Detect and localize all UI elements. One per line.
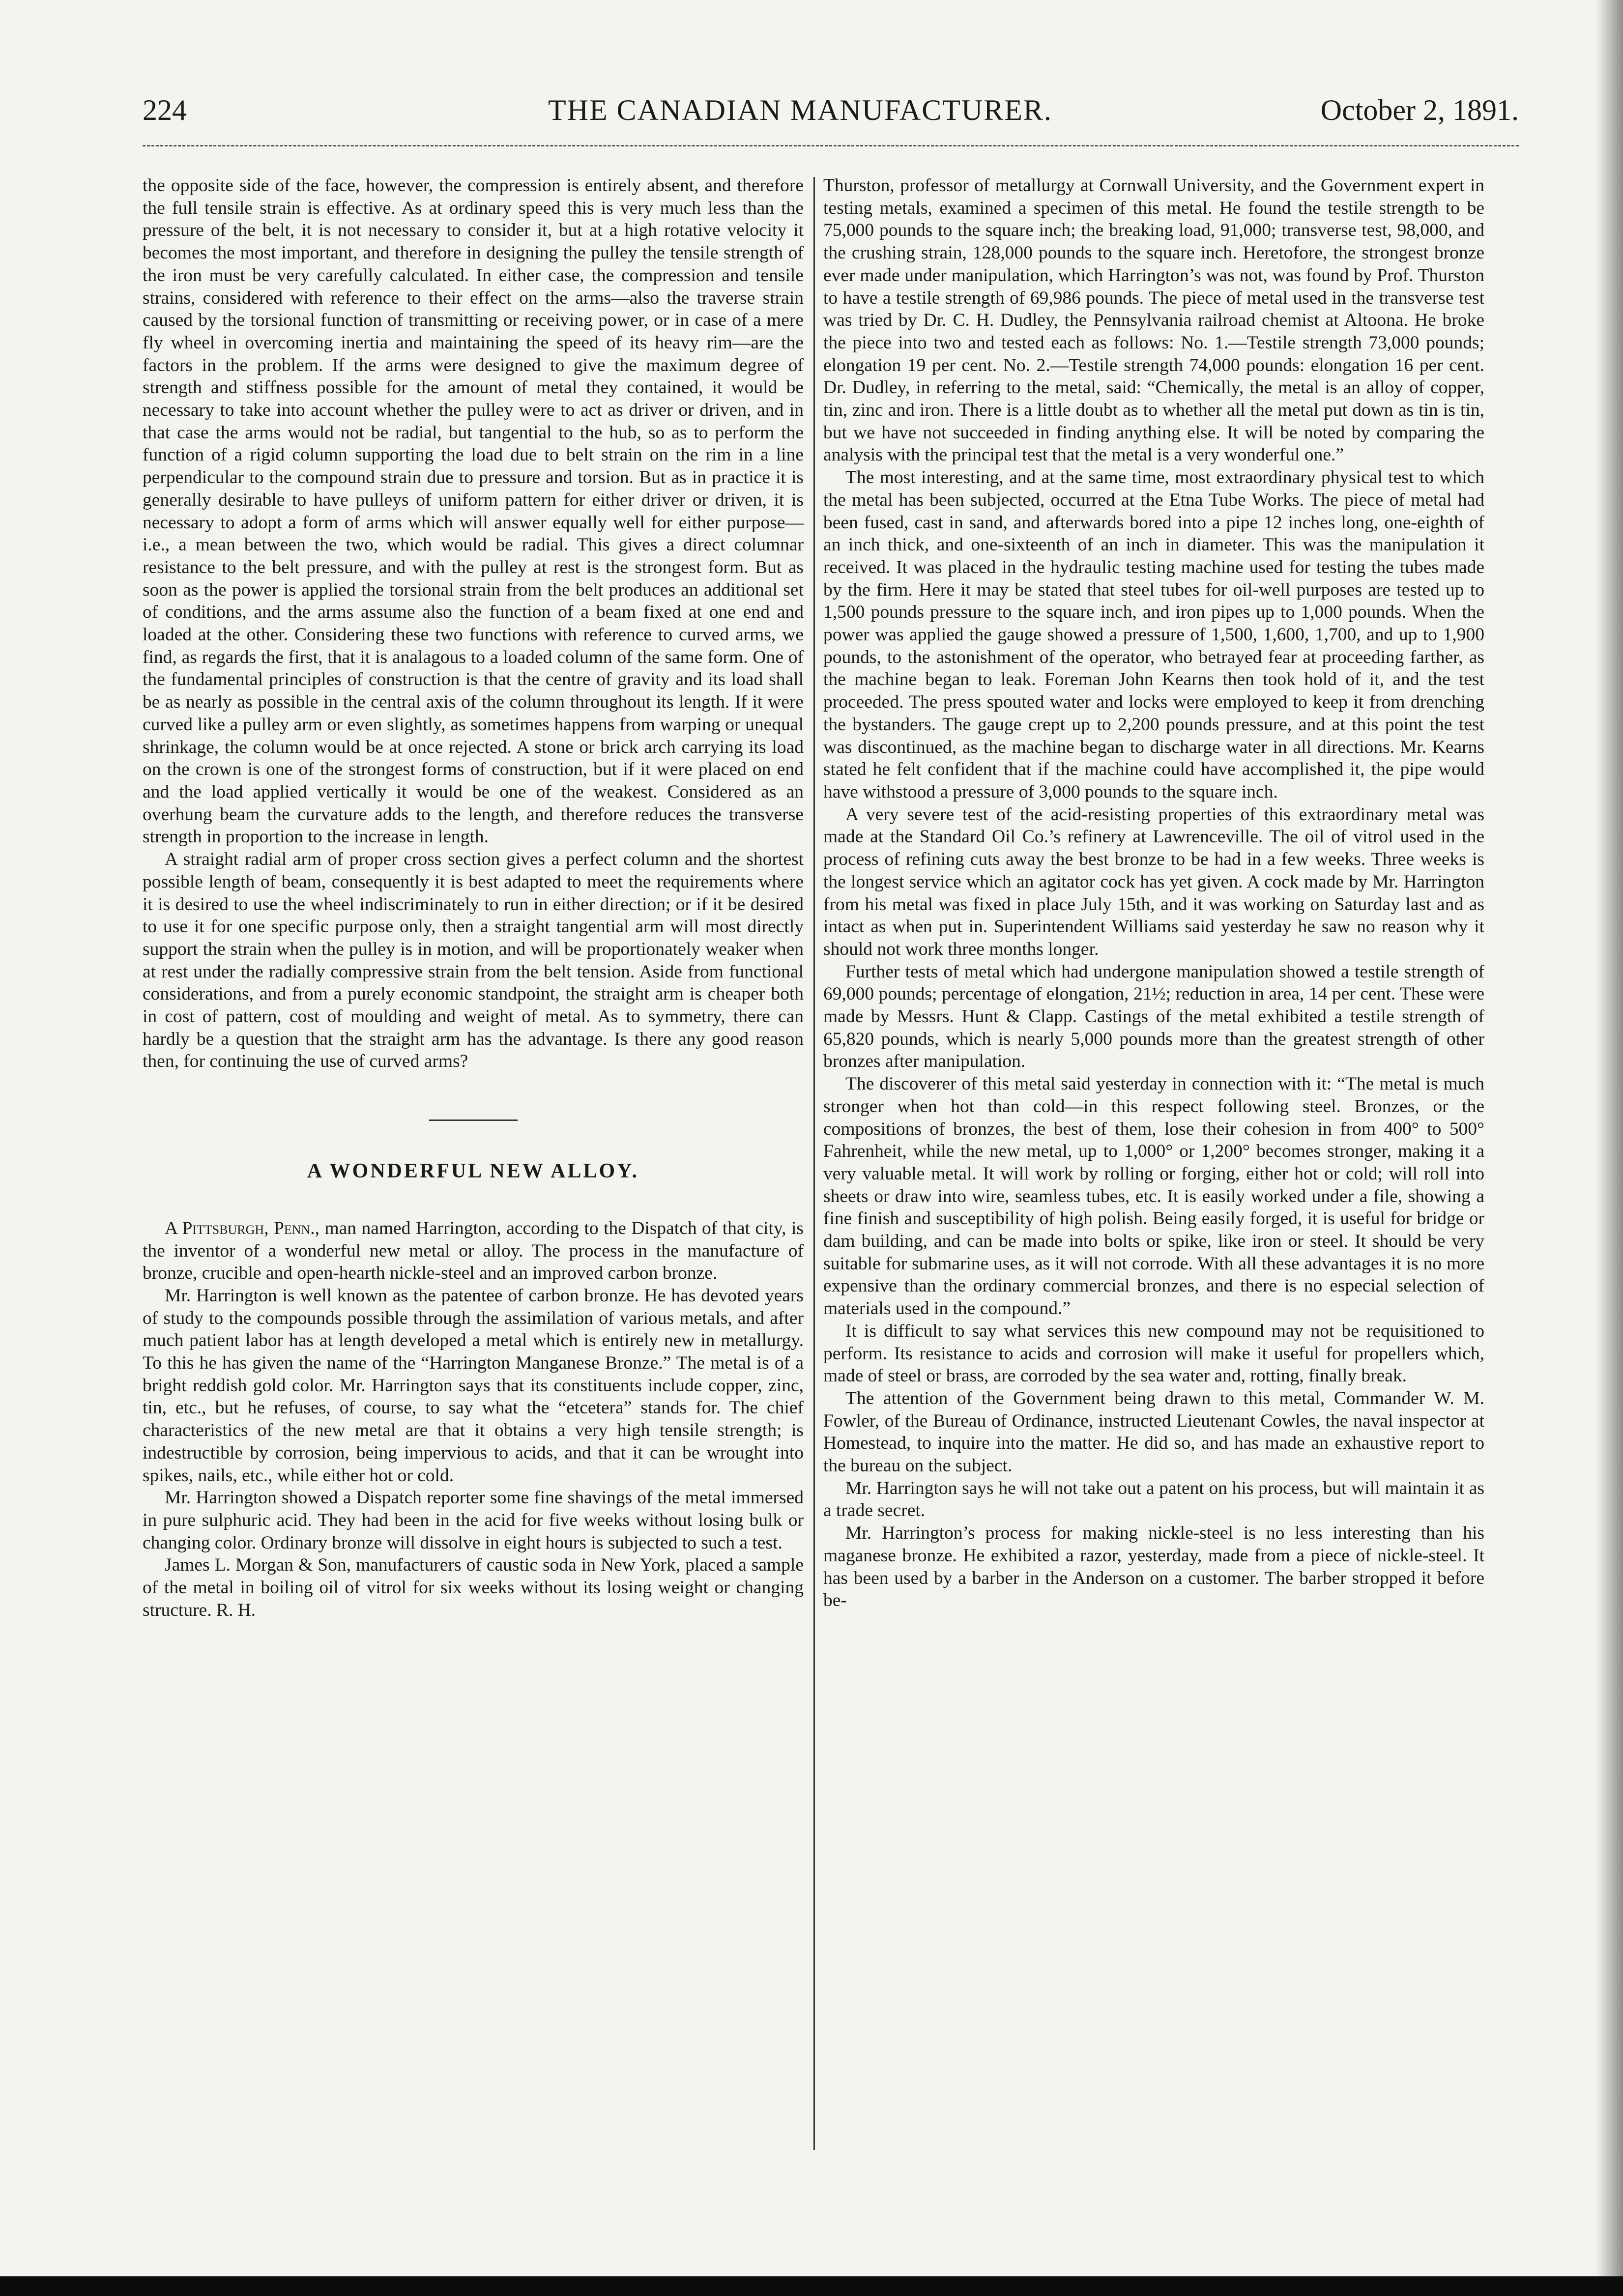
- paragraph: Further tests of metal which had undergone manipulation showed a testile strength of 69,000 pounds; percentage of elongation, 21½; reduction in area, 14 per cent. These were made by Messrs. Hunt & Clapp. Castings of the metal exhibited a testile strength of 65,820 pounds, which is nearly 5,000 pounds more than the greatest strength of other bronzes after manipulation.: [823, 961, 1484, 1072]
- article-divider: [429, 1119, 518, 1121]
- scan-bottom-band: [0, 2276, 1623, 2296]
- article-paragraph: James L. Morgan & Son, manufacturers of caustic soda in New York, placed a sample of the metal in boiling oil of vitrol for six weeks without its losing weight or changing structure. R. H.: [143, 1555, 804, 1620]
- lead-rest: man named Harrington, according to the Dispatch of that city, is the inventor of a wonderful new metal or alloy. The process in the manufacture of bronze, crucible and open-hearth nickle-steel and an improved carbon bronze.: [143, 1218, 804, 1284]
- article-title: A WONDERFUL NEW ALLOY.: [307, 1160, 639, 1183]
- journal-title: THE CANADIAN MANUFACTURER.: [548, 94, 1052, 126]
- paragraph: Mr. Harrington’s process for making nickle-steel is no less interesting than his maganese bronze. He exhibited a razor, yesterday, made from a piece of nickle-steel. It has been used by a barber in the Anderson on a customer. The barber stropped it before be-: [823, 1523, 1484, 1611]
- column-rule: [813, 177, 815, 2150]
- paragraph: It is difficult to say what services this new compound may not be requisitioned to perform. Its resistance to acids and corrosion will make it useful for propellers which, made of steel or brass, are corroded by the sea water and, rotting, finally break.: [823, 1320, 1484, 1386]
- article-paragraph: Mr. Harrington is well known as the patentee of carbon bronze. He has devoted years of study to the compounds possible through the assimilation of various metals, and after much patient labor has at length developed a metal which is entirely new in metallurgy. To this he has given the name of the “Harrington Manganese Bronze.” The metal is of a bright reddish gold color. Mr. Harrington says that its constituents include copper, zinc, tin, etc., but he refuses, of course, to say what the “etcetera” stands for. The chief characteristics of the new metal are that it obtains a very high tensile strength; is indestructible by corrosion, being impervious to acids, and that it can be wrought into spikes, nails, etc., while either hot or cold.: [143, 1285, 804, 1486]
- paragraph: Mr. Harrington says he will not take out a patent on his process, but will maintain it as a trade secret.: [823, 1478, 1484, 1521]
- paragraph: A straight radial arm of proper cross section gives a perfect column and the shortest possible length of beam, consequently it is best adapted to meet the requirements where it is desired to use the wheel indiscriminately to run in either direction; or if it be desired to use it for one specific purpose only, then a straight tangential arm will most directly support the strain when the pulley is in motion, and will be proportionately weaker when at rest under the radially compressive strain from the belt tension. Aside from functional considerations, and from a purely economic standpoint, the straight arm is cheaper both in cost of pattern, cost of moulding and weight of metal. As to symmetry, there can hardly be a question that the straight arm has the advantage. Is there any good reason then, for continuing the use of curved arms?: [143, 849, 804, 1072]
- paragraph: A very severe test of the acid-resisting properties of this extraordinary metal was made at the Standard Oil Co.’s refinery at Lawrenceville. The oil of vitrol used in the process of refining cuts away the best bronze to be had in a few weeks. Three weeks is the longest service which an agitator cock has yet given. A cock made by Mr. Harrington from his metal was fixed in place July 15th, and it was working on Saturday last and as intact as when put in. Superintendent Williams said yesterday he saw no reason why it should not work three months longer.: [823, 804, 1484, 959]
- issue-date: October 2, 1891.: [1320, 94, 1519, 126]
- article-lead-paragraph: [143, 1217, 804, 1285]
- page-header: [143, 84, 1519, 143]
- lead-caps: A Pittsburgh, Penn.,: [165, 1218, 320, 1238]
- continued-paragraph: the opposite side of the face, however, the compression is entirely absent, and therefore the full tensile strain is effective. As at ordinary speed this is very much less than the pressure of the belt, it is not necessary to consider it, but at a high rotative velocity it becomes the most important, and therefore in designing the pulley the tensile strength of the iron must be very carefully calculated. In either case, the compression and tensile strains, considered with reference to their effect on the arms—also the traverse strain caused by the torsional function of transmitting or receiving power, or in case of a mere fly wheel in overcoming inertia and maintaining the speed of its heavy rim—are the factors in the problem. If the arms were designed to give the maximum degree of strength and stiffness possible for the amount of metal they contained, it would be necessary to take into account whether the pulley were to act as driver or driven, and in that case the arms would not be radial, but tangential to the hub, so as to perform the function of a rigid column supporting the load due to belt strain on the rim in a line perpendicular to the compound strain due to pressure and torsion. But as in practice it is generally desirable to have pulleys of uniform pattern for either driver or driven, it is necessary to adopt a form of arms which will answer equally well for either purpose—i.e., a mean between the two, which would be radial. This gives a direct columnar resistance to the belt pressure, and with the pulley at rest is the strongest form. But as soon as the power is applied the torsional strain from the belt produces an additional set of conditions, and the arms assume also the function of a beam fixed at one end and loaded at the other. Considering these two functions with reference to curved arms, we find, as regards the first, that it is analagous to a loaded column of the same form. One of the fundamental principles of construction is that the centre of gravity and its load shall be as nearly as possible in the central axis of the column throughout its length. If it were curved like a pulley arm or even slightly, as sometimes happens from warping or unequal shrinkage, the column would be at once rejected. A stone or brick arch carrying its load on the crown is one of the strongest forms of construction, but if it were placed on end and the load applied vertically it would be one of the weakest. Considered as an overhung beam the curvature adds to the length, and therefore reduces the transverse strength in proportion to the increase in length.: [143, 175, 804, 847]
- left-column: [143, 174, 804, 1621]
- page-edge-shadow: [1596, 0, 1623, 2296]
- right-column: [823, 174, 1484, 1612]
- paragraph: The attention of the Government being drawn to this metal, Commander W. M. Fowler, of the Bureau of Ordinance, instructed Lieutenant Cowles, the naval inspector at Homestead, to inquire into the matter. He did so, and has made an exhaustive report to the bureau on the subject.: [823, 1388, 1484, 1476]
- article-paragraph: Mr. Harrington showed a Dispatch reporter some fine shavings of the metal immersed in pure sulphuric acid. They had been in the acid for five weeks without losing bulk or changing color. Ordinary bronze will dissolve in eight hours is subjected to such a test.: [143, 1488, 804, 1553]
- continued-paragraph: Thurston, professor of metallurgy at Cornwall University, and the Government expert in testing metals, examined a specimen of this metal. He found the testile strength to be 75,000 pounds to the square inch; the breaking load, 91,000; transverse test, 98,000, and the crushing strain, 128,000 pounds to the square inch. Heretofore, the strongest bronze ever made under manipulation, which Harrington’s was not, was found by Prof. Thurston to have a testile strength of 69,986 pounds. The piece of metal used in the transverse test was tried by Dr. C. H. Dudley, the Pennsylvania railroad chemist at Altoona. He broke the piece into two and tested each as follows: No. 1.—Testile strength 73,000 pounds; elongation 19 per cent. No. 2.—Testile strength 74,000 pounds: elongation 16 per cent. Dr. Dudley, in referring to the metal, said: “Chemically, the metal is an alloy of copper, tin, zinc and iron. There is a little doubt as to whether all the metal put down as tin is tin, but we have not succeeded in finding anything else. It will be noted by comparing the analysis with the principal test that the metal is a very wonderful one.”: [823, 175, 1484, 465]
- paragraph: The discoverer of this metal said yesterday in connection with it: “The metal is much stronger when hot than cold—in this respect following steel. Bronzes, or the compositions of bronzes, the best of them, lose their cohesion in from 400° to 500° Fahrenheit, while the new metal, up to 1,000° or 1,200° becomes stronger, making it a very valuable metal. It will work by rolling or forging, either hot or cold; will roll into sheets or draw into wire, seamless tubes, etc. It is easily worked under a file, showing a fine finish and susceptibility of high polish. Being easily forged, it is useful for bridge or dam building, and can be made into bolts or spike, like iron or steel. It should be very suitable for submarine uses, as it will not corrode. With all these advantages it is no more expensive than the ordinary commercial bronzes, and there is no especial selection of materials used in the compound.”: [823, 1074, 1484, 1319]
- paragraph: The most interesting, and at the same time, most extraordinary physical test to which the metal has been subjected, occurred at the Etna Tube Works. The piece of metal had been fused, cast in sand, and afterwards bored into a pipe 12 inches long, one-eighth of an inch thick, and one-sixteenth of an inch in diameter. This was the manipulation it received. It was placed in the hydraulic testing machine used for testing the tubes made by the firm. Here it may be stated that steel tubes for oil-well purposes are tested up to 1,500 pounds pressure to the square inch, and iron pipes up to 1,000 pounds. When the power was applied the gauge showed a pressure of 1,500, 1,600, 1,700, and up to 1,900 pounds, to the astonishment of the operator, who betrayed fear at proceeding farther, as the machine began to leak. Foreman John Kearns then took hold of it, and the test proceeded. The press spouted water and locks were employed to keep it from drenching the bystanders. The gauge crept up to 2,200 pounds pressure, and at this point the test was discontinued, as the machine began to discharge water in all directions. Mr. Kearns stated he felt confident that if the machine could have accomplished it, the pipe would have withstood a pressure of 3,000 pounds to the square inch.: [823, 467, 1484, 802]
- page-number: 224: [143, 94, 187, 126]
- header-rule: [143, 145, 1519, 146]
